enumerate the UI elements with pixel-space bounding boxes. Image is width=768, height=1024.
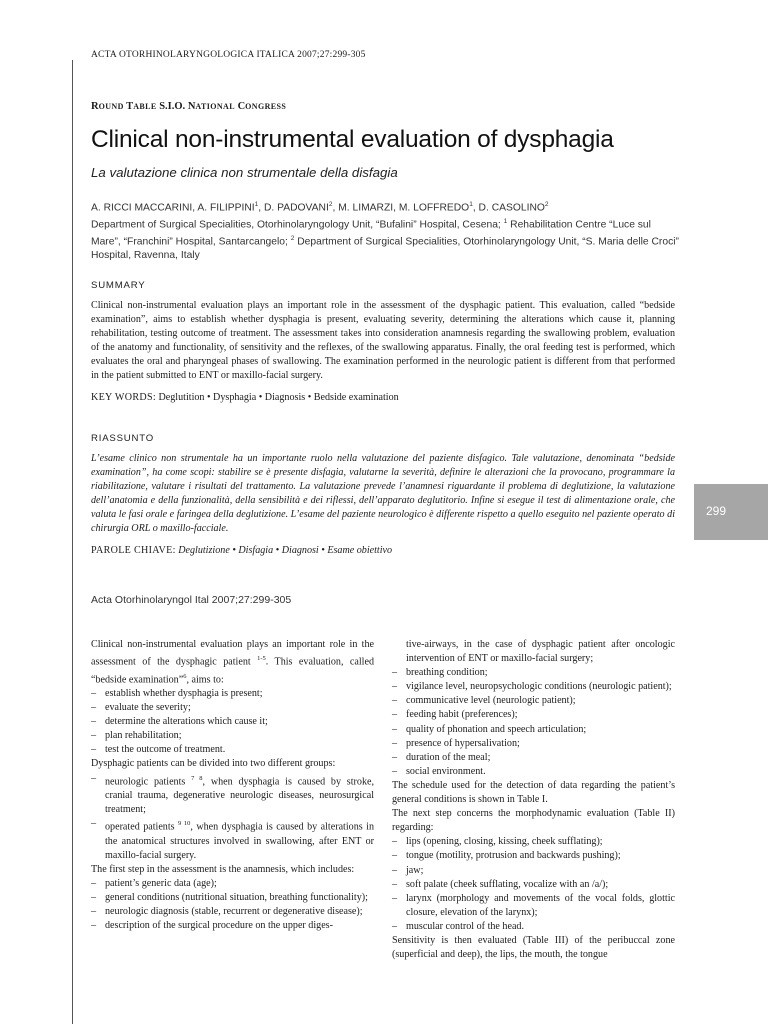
list-item: – plan rehabilitation; [91,729,374,743]
paragraph: The next step concerns the morphodynamic evaluation (Table II) regarding: [392,808,675,834]
list-item: – presence of hypersalivation; [392,737,675,751]
citation: Acta Otorhinolaryngol Ital 2007;27:299-305 [91,594,292,606]
riassunto-label: RIASSUNTO [91,433,154,444]
paragraph: Clinical non-instrumental evaluation plays an important role in the assessment of the dysphagic patient $^{1-5}$. This evaluation, called “bedside examination”$^6$, aims to: [91,639,374,685]
list-item: – evaluate the severity; [91,701,374,715]
parole-chiave: PAROLE CHIAVE: Deglutizione • Disfagia • Diagnosi • Esame obiettivo [91,545,393,556]
body-column-left [91,638,374,933]
affiliations: Department of Surgical Specialities, Otorhinolaryngology Unit, “Bufalini” Hospital, Cesena; $^1$ Rehabilitation Centre “Luce sul Mare”, “Franchini” Hospital, Santarcangelo; $^2$ Department of Surgical Specialities, Otorhinolaryngology Unit, “S. Maria delle Croci” Hospital, Ravenna, Italy [91,217,679,261]
paragraph: Dysphagic patients can be divided into two different groups: [91,758,336,770]
list-item: – larynx (morphology and movements of the vocal folds, glottic closure, elevation of the larynx); [392,892,675,920]
body-column-right [392,638,675,962]
list-item: – neurologic patients $^{7 8}$, when dysphagia is caused by stroke, cranial trauma, degenerative neurologic diseases, neurosurgical treatment; [91,772,374,818]
anamnesis-list [91,877,374,933]
list-item: – determine the alterations which cause it; [91,715,374,729]
list-item: – test the outcome of treatment. [91,743,374,757]
list-item: – feeding habit (preferences); [392,708,675,722]
list-item: – soft palate (cheek sufflating, vocalize with an /a/); [392,878,675,892]
article-subtitle: La valutazione clinica non strumentale della disfagia [91,165,398,180]
aims-list [91,687,374,757]
paragraph: The first step in the assessment is the anamnesis, which includes: [91,863,355,875]
list-continuation: tive-airways, in the case of dysphagic patient after oncologic intervention of ENT or maxillo-facial surgery; [406,639,675,665]
paragraph: Sensitivity is then evaluated (Table III) of the peribuccal zone (superficial and deep), the lips, the mouth, the tongue [392,934,675,961]
list-item: – neurologic diagnosis (stable, recurrent or degenerative disease); [91,905,374,919]
summary-label: SUMMARY [91,280,146,291]
keywords: KEY WORDS: Deglutition • Dysphagia • Diagnosis • Bedside examination [91,392,399,403]
summary-text: Clinical non-instrumental evaluation plays an important role in the assessment of the dysphagic patient. This evaluation, called “bedside examination”, aims to establish whether dysphagia is present, evaluating severity, determining the alterations which cause it, planning rehabilitation, testing outcome of treatment. The assessment takes into consideration anamnesis regarding the swallowing problem, evaluation of the anatomy and functionality, of sensitivity and the reflexes, of the swallowing apparatus. Finally, the oral feeding test is performed, which evaluates the oral and pharyngeal phases of swallowing. The examination performed in the neurologic patient is different from that performed in the patient submitted to ENT or maxillo-facial surgery. [91,300,675,382]
list-item: – quality of phonation and speech articulation; [392,723,675,737]
journal-header: ACTA OTORHINOLARYNGOLOGICA ITALICA 2007;27:299-305 [91,50,366,60]
groups-list [91,772,374,863]
authors-block [91,198,681,262]
riassunto-text: L’esame clinico non strumentale ha un importante ruolo nella valutazione del paziente disfagico. Tale valutazione, denominata “bedside examination”, ha come scopi: stabilire se è presente disfagia, valutarne la severità, definire le alterazioni che la provocano, programmare la riabilitazione, valutare i risultati del trattamento. La valutazione prevede l’anamnesi riguardante il problema di deglutizione, la valutazione dell’anatomia e della funzionalità, della sensibilità e dei riflessi, dell’apparato deglutitorio. Infine si esegue il test di alimentazione orale, che valuta le fasi orale e faringea della deglutizione. L’esame del paziente neurologico è differente rispetto a quello eseguito nel paziente operato di chirurgia ORL o maxillo-facciale. [91,453,675,535]
list-item: – muscular control of the head. [392,920,675,934]
list-item: – establish whether dysphagia is present; [91,687,374,701]
page-number: 299 [706,504,727,518]
list-item: – lips (opening, closing, kissing, cheek sufflating); [392,835,675,849]
page-number-tab [694,484,768,540]
anamnesis-list-cont [392,666,675,779]
article-title: Clinical non-instrumental evaluation of dysphagia [91,126,614,153]
section-heading: ROUND TABLE S.I.O. NATIONAL CONGRESS [91,101,287,112]
list-item: – duration of the meal; [392,751,675,765]
list-item: – jaw; [392,864,675,878]
list-item: – description of the surgical procedure on the upper diges- [91,919,374,933]
list-item: – general conditions (nutritional situation, breathing functionality); [91,891,374,905]
list-item: – operated patients $^{9 10}$, when dysphagia is caused by alterations in the anatomical structures involved in swallowing, after ENT or maxillo-facial surgery. [91,817,374,863]
list-item: – communicative level (neurologic patient); [392,694,675,708]
author-list: A. RICCI MACCARINI, A. FILIPPINI$^1$, D. PADOVANI$^2$, M. LIMARZI, M. LOFFREDO$^1$, D. CASOLINO$^2$ [91,201,549,214]
list-item: – vigilance level, neuropsychologic conditions (neurologic patient); [392,680,675,694]
list-item: – tongue (motility, protrusion and backwards pushing); [392,849,675,863]
list-item: – social environment. [392,765,675,779]
list-item: – breathing condition; [392,666,675,680]
list-item: – patient’s generic data (age); [91,877,374,891]
margin-rule [72,60,73,1024]
paragraph: The schedule used for the detection of data regarding the patient’s general conditions is shown in Table I. [392,779,675,806]
morpho-list [392,835,675,934]
